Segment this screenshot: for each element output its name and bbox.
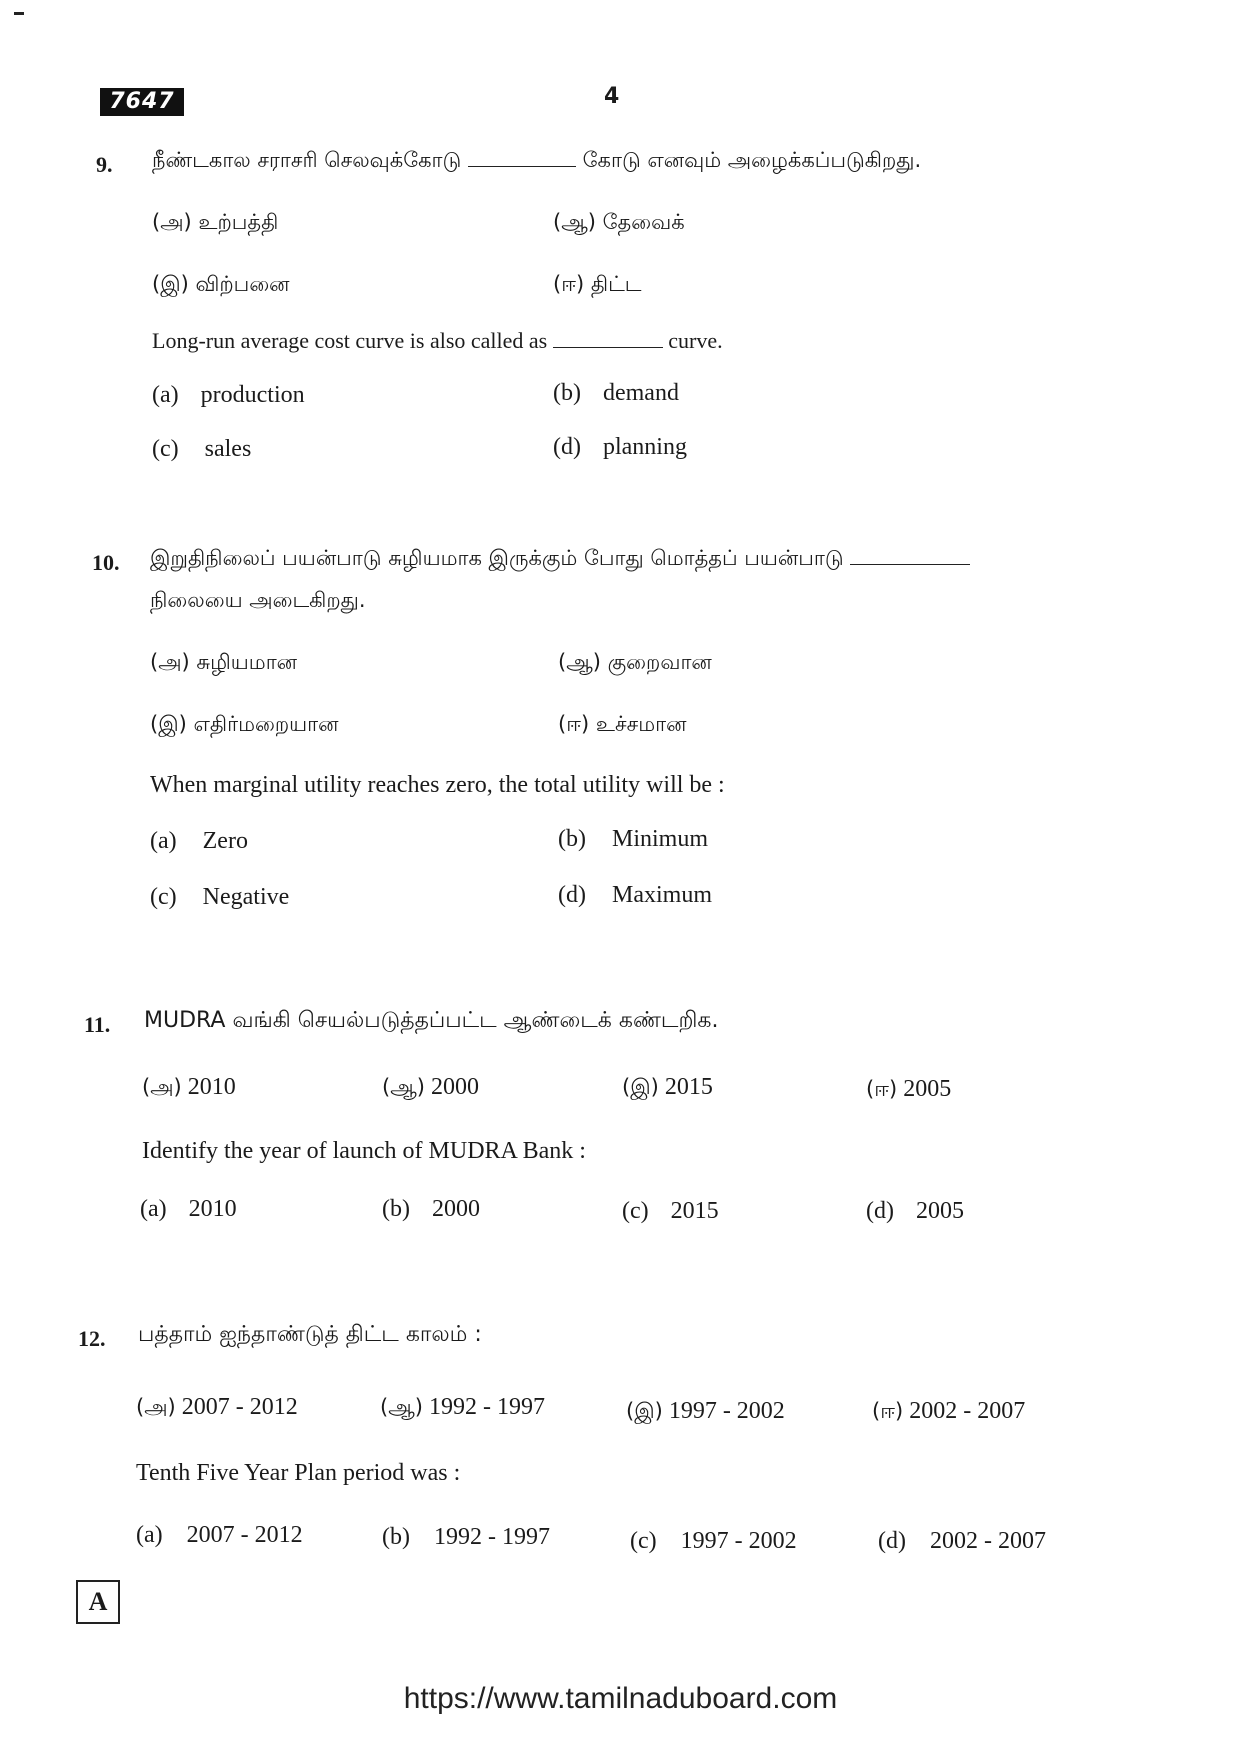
option	[558, 650, 712, 677]
option-label: (அ)	[142, 1075, 182, 1099]
option-label: (a)	[136, 1522, 163, 1548]
option	[630, 1528, 797, 1555]
option-label: (c)	[630, 1528, 657, 1554]
option-label: (a)	[140, 1196, 167, 1222]
option	[626, 1398, 785, 1426]
option-text: planning	[602, 434, 687, 460]
option	[150, 650, 297, 677]
option-text: 2010	[188, 1196, 237, 1222]
option-label: (ஆ)	[380, 1395, 423, 1419]
option	[558, 826, 708, 853]
question-english-part: curve.	[668, 328, 723, 353]
option-label: (c)	[150, 884, 177, 910]
option	[878, 1528, 1046, 1555]
option-text: Negative	[202, 884, 290, 910]
option-label: (c)	[622, 1198, 649, 1224]
option-label: (d)	[553, 434, 581, 460]
answer-blank	[468, 165, 576, 167]
option-text: சுழியமான	[196, 650, 298, 674]
option-text: demand	[602, 380, 679, 406]
option-label: (c)	[152, 436, 179, 462]
option-text: production	[200, 382, 305, 408]
option-text: 2005	[915, 1198, 964, 1224]
question-tamil-text: MUDRA வங்கி செயல்படுத்தப்பட்ட ஆண்டைக் கண்டறிக.	[144, 1008, 719, 1033]
question-number: 12.	[78, 1326, 106, 1351]
question-english-text: Identify the year of launch of MUDRA Bank :	[142, 1138, 586, 1164]
question-english-text: Tenth Five Year Plan period was :	[136, 1460, 461, 1486]
option-label: (இ)	[152, 272, 189, 296]
option-label: (b)	[553, 380, 581, 406]
question-english-text: When marginal utility reaches zero, the total utility will be :	[150, 772, 725, 798]
answer-blank	[850, 563, 970, 565]
option	[553, 272, 642, 299]
source-url-link[interactable]: https://www.tamilnaduboard.com	[403, 1682, 838, 1715]
option-text: 1992 - 1997	[433, 1524, 550, 1550]
option	[150, 884, 289, 911]
option-label: (இ)	[150, 712, 187, 736]
option-text: 2015	[670, 1198, 719, 1224]
option	[136, 1394, 298, 1422]
question-tamil-text: பத்தாம் ஐந்தாண்டுத் திட்ட காலம் :	[138, 1322, 482, 1347]
option-label: (ஆ)	[553, 210, 596, 234]
option-text: 1992 - 1997	[428, 1394, 545, 1420]
question-tamil-part: கோடு எனவும் அழைக்கப்படுகிறது.	[582, 148, 922, 172]
option	[140, 1196, 237, 1223]
option	[622, 1198, 719, 1225]
question-tamil-text	[150, 546, 970, 573]
option-text: 2007 - 2012	[181, 1394, 298, 1420]
option-label: (அ)	[152, 210, 192, 234]
option	[380, 1394, 545, 1422]
option	[866, 1076, 951, 1104]
option-label: (d)	[878, 1528, 906, 1554]
question-tamil-line: நிலையை அடைகிறது.	[150, 588, 366, 612]
question-number: 11.	[84, 1012, 111, 1037]
option-text: 2000	[430, 1074, 479, 1100]
option-label: (இ)	[626, 1399, 663, 1423]
question-tamil-text	[152, 148, 921, 175]
question-set-label: A	[76, 1580, 120, 1624]
paper-code-badge: 7647	[100, 88, 184, 116]
option-text: 1997 - 2002	[680, 1528, 797, 1554]
answer-blank	[553, 346, 663, 348]
option	[152, 210, 278, 237]
question-english-text	[152, 328, 723, 354]
option	[382, 1196, 480, 1223]
option-label: (b)	[382, 1524, 410, 1550]
option-label: (b)	[558, 826, 586, 852]
option-text: 2007 - 2012	[186, 1522, 303, 1548]
option	[382, 1074, 479, 1102]
option-label: (அ)	[136, 1395, 176, 1419]
option	[382, 1524, 550, 1551]
option-label: (ஈ)	[553, 272, 585, 296]
option	[150, 828, 248, 855]
option-label: (இ)	[622, 1075, 659, 1099]
option-label: (b)	[382, 1196, 410, 1222]
option-text: 1997 - 2002	[668, 1398, 785, 1424]
question-number: 10.	[92, 550, 120, 575]
option-label: (a)	[150, 828, 177, 854]
option-text: தேவைக்	[602, 210, 685, 234]
option	[558, 712, 686, 739]
option	[152, 436, 251, 463]
option-label: (ஈ)	[866, 1077, 898, 1101]
option-label: (d)	[866, 1198, 894, 1224]
option	[152, 382, 305, 409]
option	[866, 1198, 964, 1225]
option	[142, 1074, 236, 1102]
question-english-part: Long-run average cost curve is also called as	[152, 328, 548, 353]
option	[553, 434, 687, 461]
option	[622, 1074, 713, 1102]
option-text: sales	[204, 436, 252, 462]
option-text: எதிர்மறையான	[193, 712, 339, 736]
question-number: 9.	[96, 152, 113, 177]
option-text: 2010	[187, 1074, 236, 1100]
option-text: திட்ட	[590, 272, 642, 296]
option-label: (ஆ)	[382, 1075, 425, 1099]
option-label: (ஈ)	[558, 712, 590, 736]
option-text: 2002 - 2007	[909, 1398, 1026, 1424]
option-text: உச்சமான	[595, 712, 687, 736]
option-text: 2002 - 2007	[929, 1528, 1046, 1554]
option-label: (ஆ)	[558, 650, 601, 674]
option-label: (அ)	[150, 650, 190, 674]
option	[872, 1398, 1025, 1426]
option-text: 2015	[664, 1074, 713, 1100]
option-text: 2005	[903, 1076, 952, 1102]
option-text: விற்பனை	[195, 272, 290, 296]
option-label: (a)	[152, 382, 179, 408]
option-text: Zero	[202, 828, 248, 854]
option-text: குறைவான	[607, 650, 712, 674]
page-number: 4	[604, 84, 620, 109]
option-text: Minimum	[611, 826, 708, 852]
option	[553, 210, 685, 237]
option	[152, 272, 290, 299]
option-text: Maximum	[611, 882, 712, 908]
option	[558, 882, 712, 909]
option-text: 2000	[431, 1196, 480, 1222]
scan-mark	[14, 12, 24, 15]
option-text: உற்பத்தி	[198, 210, 279, 234]
option-label: (d)	[558, 882, 586, 908]
option	[136, 1522, 303, 1549]
question-tamil-part: இறுதிநிலைப் பயன்பாடு சுழியமாக இருக்கும் போது மொத்தப் பயன்பாடு	[150, 546, 844, 570]
option-label: (ஈ)	[872, 1399, 904, 1423]
option	[553, 380, 679, 407]
question-tamil-part: நீண்டகால சராசரி செலவுக்கோடு	[152, 148, 462, 172]
option	[150, 712, 338, 739]
